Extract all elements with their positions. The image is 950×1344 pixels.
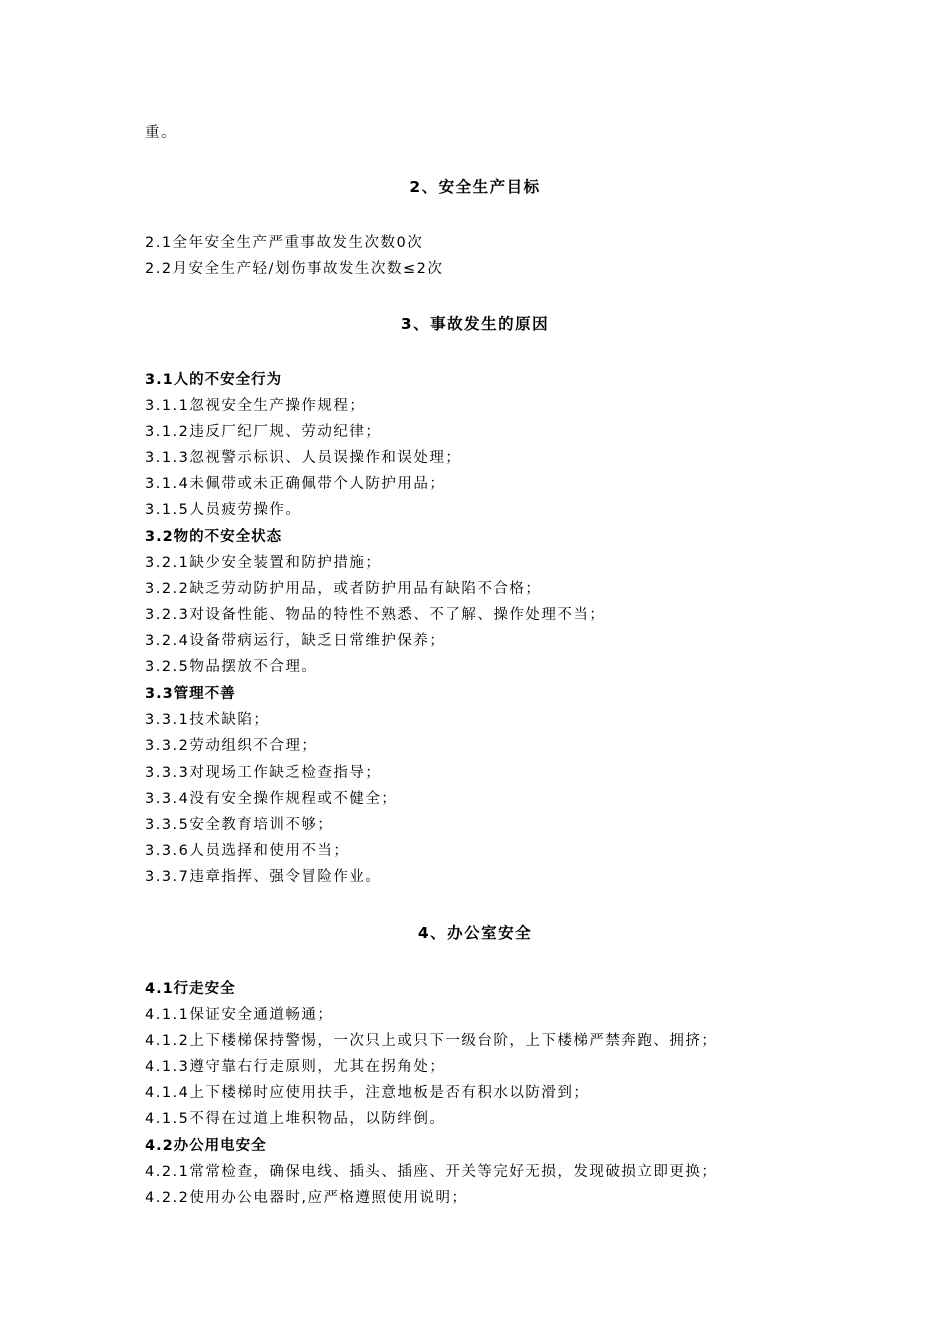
section-heading: 4、办公室安全 xyxy=(417,924,533,942)
section-heading: 2、安全生产目标 xyxy=(409,178,541,196)
list-item: 4.1.2上下楼梯保持警惕，一次只上或只下一级台阶，上下楼梯严禁奔跑、拥挤； xyxy=(145,1033,718,1049)
list-item: 3.2.4设备带病运行，缺乏日常维护保养； xyxy=(145,633,446,649)
goal-line: 2.1全年安全生产严重事故发生次数0次 xyxy=(145,235,424,251)
list-item: 3.1.1忽视安全生产操作规程； xyxy=(145,398,366,414)
list-item: 4.2.1常常检查，确保电线、插头、插座、开关等完好无损，发现破损立即更换； xyxy=(145,1164,718,1180)
list-item: 4.1.5不得在过道上堆积物品，以防绊倒。 xyxy=(145,1111,446,1127)
subsection-title: 3.1人的不安全行为 xyxy=(145,372,283,388)
list-item: 3.3.4没有安全操作规程或不健全； xyxy=(145,791,398,807)
list-item: 3.2.1缺少安全装置和防护措施； xyxy=(145,555,382,571)
list-item: 3.1.4未佩带或未正确佩带个人防护用品； xyxy=(145,476,446,492)
list-item: 4.1.4上下楼梯时应使用扶手，注意地板是否有积水以防滑到； xyxy=(145,1085,590,1101)
goal-line: 2.2月安全生产轻/划伤事故发生次数≤2次 xyxy=(145,261,444,277)
list-item: 3.3.6人员选择和使用不当； xyxy=(145,843,350,859)
list-item: 4.1.3遵守靠右行走原则，尤其在拐角处； xyxy=(145,1059,446,1075)
list-item: 4.1.1保证安全通道畅通； xyxy=(145,1007,334,1023)
subsection-title: 3.3管理不善 xyxy=(145,686,236,702)
list-item: 3.2.2缺乏劳动防护用品，或者防护用品有缺陷不合格； xyxy=(145,581,542,597)
list-item: 3.2.5物品摆放不合理。 xyxy=(145,659,318,675)
list-item: 3.3.5安全教育培训不够； xyxy=(145,817,334,833)
section-heading: 3、事故发生的原因 xyxy=(400,315,550,333)
list-item: 3.3.1技术缺陷； xyxy=(145,712,270,728)
subsection-title: 4.2办公用电安全 xyxy=(145,1138,267,1154)
list-item: 3.1.5人员疲劳操作。 xyxy=(145,502,302,518)
list-item: 4.2.2使用办公电器时,应严格遵照使用说明； xyxy=(145,1190,468,1206)
list-item: 3.3.3对现场工作缺乏检查指导； xyxy=(145,765,382,781)
list-item: 3.3.2劳动组织不合理； xyxy=(145,738,318,754)
list-item: 3.1.3忽视警示标识、人员误操作和误处理； xyxy=(145,450,462,466)
lead-text: 重。 xyxy=(145,125,177,141)
subsection-title: 4.1行走安全 xyxy=(145,981,236,997)
subsection-title: 3.2物的不安全状态 xyxy=(145,529,283,545)
list-item: 3.3.7违章指挥、强令冒险作业。 xyxy=(145,869,382,885)
list-item: 3.1.2违反厂纪厂规、劳动纪律； xyxy=(145,424,382,440)
list-item: 3.2.3对设备性能、物品的特性不熟悉、不了解、操作处理不当； xyxy=(145,607,606,623)
